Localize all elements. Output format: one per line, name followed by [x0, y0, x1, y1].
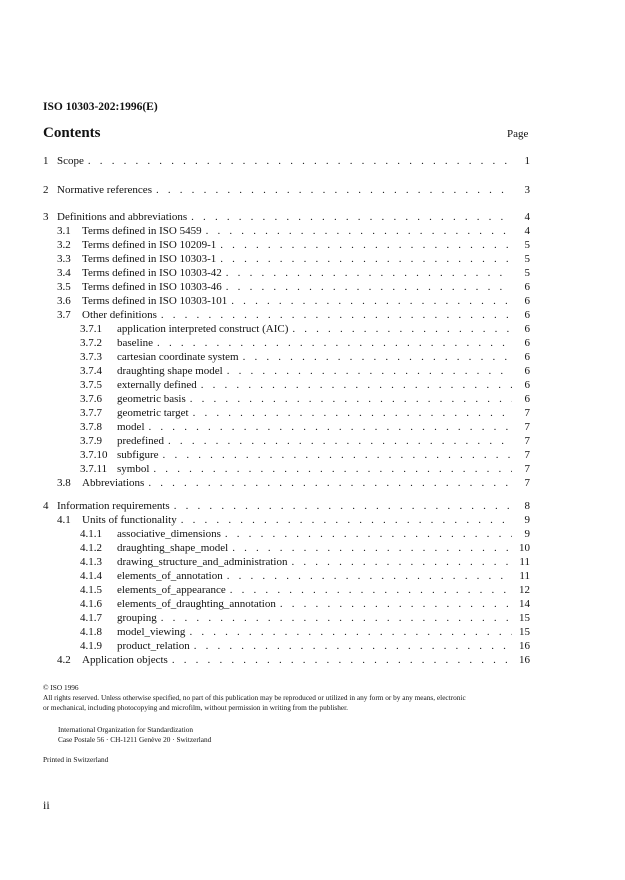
page-number: ii	[43, 798, 50, 812]
toc-entry-title: model_viewing	[117, 626, 186, 638]
toc-entry-number: 3.8	[57, 477, 71, 489]
toc-entry-number: 4.1.4	[80, 570, 102, 582]
toc-entry-number: 1	[43, 155, 49, 167]
toc-entry-page: 12	[519, 584, 530, 596]
toc-entry-title: Terms defined in ISO 10303-101	[82, 295, 228, 307]
toc-entry-title: drawing_structure_and_administration	[117, 556, 288, 568]
toc-entry-number: 3.1	[57, 225, 71, 237]
toc-entry-number: 3.7.3	[80, 351, 102, 363]
toc-entry-page: 7	[524, 407, 530, 419]
toc-entry[interactable]	[80, 407, 530, 420]
toc-entry-title: Terms defined in ISO 10303-42	[82, 267, 222, 279]
dot-leader	[201, 379, 512, 392]
dot-leader	[161, 309, 512, 322]
toc-entry-page: 7	[524, 435, 530, 447]
toc-entry-page: 1	[524, 155, 530, 167]
toc-entry-page: 9	[524, 514, 530, 526]
toc-entry[interactable]	[80, 421, 530, 434]
toc-entry[interactable]	[57, 477, 530, 490]
toc-entry[interactable]	[80, 640, 530, 653]
toc-entry[interactable]	[80, 351, 530, 364]
toc-entry-page: 14	[519, 598, 530, 610]
toc-entry-title: Application objects	[82, 654, 168, 666]
toc-entry[interactable]	[80, 542, 530, 555]
toc-entry-title: predefined	[117, 435, 165, 447]
printed-in: Printed in Switzerland	[43, 755, 109, 764]
dot-leader	[88, 155, 512, 168]
toc-entry[interactable]	[80, 598, 530, 611]
toc-entry-number: 3.7.7	[80, 407, 102, 419]
toc-entry-page: 15	[519, 612, 530, 624]
toc-entry[interactable]	[80, 435, 530, 448]
toc-entry-number: 3.3	[57, 253, 71, 265]
toc-entry[interactable]	[80, 570, 530, 583]
dot-leader	[243, 351, 512, 364]
toc-entry[interactable]	[43, 211, 530, 224]
org-name: International Organization for Standardization	[58, 725, 194, 734]
toc-entry[interactable]	[80, 379, 530, 392]
toc-entry-title: symbol	[117, 463, 150, 475]
toc-entry-number: 3.7.9	[80, 435, 102, 447]
toc-entry[interactable]	[57, 225, 530, 238]
dot-leader	[232, 542, 512, 555]
toc-entry-number: 4.1.8	[80, 626, 102, 638]
copyright-notice: © ISO 1996	[43, 683, 79, 692]
toc-entry-title: grouping	[117, 612, 157, 624]
toc-entry-title: draughting_shape_model	[117, 542, 229, 554]
toc-entry-title: baseline	[117, 337, 154, 349]
dot-leader	[291, 556, 512, 569]
dot-leader	[153, 463, 512, 476]
toc-entry-number: 2	[43, 184, 49, 196]
toc-entry-page: 6	[524, 323, 530, 335]
toc-entry-page: 6	[524, 393, 530, 405]
dot-leader	[225, 528, 512, 541]
toc-entry-page: 8	[524, 500, 530, 512]
dot-leader	[149, 421, 513, 434]
rights-line-2: or mechanical, including photocopying and microfilm, without permission in writing from the publisher.	[43, 703, 348, 712]
toc-entry-title: elements_of_draughting_annotation	[117, 598, 276, 610]
toc-entry[interactable]	[43, 500, 530, 513]
toc-entry-title: geometric basis	[117, 393, 186, 405]
toc-entry-page: 4	[524, 211, 530, 223]
toc-entry-page: 7	[524, 449, 530, 461]
toc-entry-page: 6	[524, 379, 530, 391]
toc-entry-title: Other definitions	[82, 309, 157, 321]
dot-leader	[172, 654, 512, 667]
dot-leader	[163, 449, 512, 462]
toc-entry-number: 3.7.1	[80, 323, 102, 335]
org-address: Case Postale 56 · CH-1211 Genève 20 · Switzerland	[58, 735, 212, 744]
toc-entry-number: 3.7.6	[80, 393, 102, 405]
toc-entry-page: 11	[519, 570, 530, 582]
rights-line-1: All rights reserved. Unless otherwise specified, no part of this publication may be reproduced or utilized in any form or by any means, electronic	[43, 693, 466, 702]
toc-entry-page: 5	[524, 253, 530, 265]
toc-entry-number: 4.1.1	[80, 528, 102, 540]
dot-leader	[191, 211, 512, 224]
dot-leader	[194, 640, 512, 653]
toc-entry[interactable]	[80, 528, 530, 541]
toc-entry-title: Definitions and abbreviations	[57, 211, 188, 223]
toc-entry[interactable]	[43, 155, 530, 168]
toc-entry-number: 4.1.3	[80, 556, 102, 568]
toc-entry-title: elements_of_annotation	[117, 570, 223, 582]
toc-entry[interactable]	[80, 612, 530, 625]
dot-leader	[161, 612, 512, 625]
toc-entry-page: 6	[524, 337, 530, 349]
toc-entry-title: externally defined	[117, 379, 197, 391]
dot-leader	[227, 570, 512, 583]
toc-entry[interactable]	[57, 309, 530, 322]
toc-entry-title: subfigure	[117, 449, 159, 461]
toc-entry-number: 4.1.9	[80, 640, 102, 652]
toc-entry-title: Terms defined in ISO 10209-1	[82, 239, 217, 251]
toc-entry-number: 3.7.4	[80, 365, 102, 377]
toc-entry[interactable]	[80, 365, 530, 378]
toc-entry-page: 7	[524, 477, 530, 489]
toc-entry[interactable]	[57, 295, 530, 308]
toc-entry-number: 3.2	[57, 239, 71, 251]
dot-leader	[231, 295, 512, 308]
toc-entry-number: 3	[43, 211, 49, 223]
toc-entry-page: 10	[519, 542, 530, 554]
toc-entry-page: 6	[524, 309, 530, 321]
toc-entry-page: 16	[519, 640, 530, 652]
toc-entry-page: 6	[524, 365, 530, 377]
toc-entry-page: 15	[519, 626, 530, 638]
rights-statement	[43, 693, 543, 713]
toc-entry-page: 11	[519, 556, 530, 568]
dot-leader	[206, 225, 512, 238]
toc-entry-title: Normative references	[57, 184, 152, 196]
toc-entry-page: 9	[524, 528, 530, 540]
toc-entry[interactable]	[57, 654, 530, 667]
toc-entry-number: 3.7.2	[80, 337, 102, 349]
toc-entry-title: Units of functionality	[82, 514, 177, 526]
dot-leader	[292, 323, 512, 336]
dot-leader	[226, 267, 512, 280]
toc-entry-title: Abbreviations	[82, 477, 145, 489]
toc-entry[interactable]	[80, 393, 530, 406]
toc-entry-title: Scope	[57, 155, 84, 167]
toc-entry-title: elements_of_appearance	[117, 584, 226, 596]
toc-entry-number: 3.6	[57, 295, 71, 307]
toc-entry-page: 16	[519, 654, 530, 666]
toc-entry[interactable]	[57, 514, 530, 527]
toc-entry[interactable]	[80, 323, 530, 336]
dot-leader	[181, 514, 512, 527]
toc-entry-page: 5	[524, 239, 530, 251]
toc-entry[interactable]	[80, 584, 530, 597]
toc-entry-title: product_relation	[117, 640, 190, 652]
dot-leader	[157, 337, 512, 350]
toc-entry-number: 3.7.8	[80, 421, 102, 433]
dot-leader	[220, 239, 512, 252]
toc-entry-number: 4.1	[57, 514, 71, 526]
toc-entry[interactable]	[80, 556, 530, 569]
page-column-label: Page	[507, 128, 529, 140]
dot-leader	[189, 626, 512, 639]
toc-entry[interactable]	[57, 239, 530, 252]
toc-entry[interactable]	[80, 337, 530, 350]
dot-leader	[190, 393, 512, 406]
toc-entry-title: model	[117, 421, 145, 433]
toc-entry[interactable]	[57, 281, 530, 294]
toc-entry-number: 4.1.7	[80, 612, 102, 624]
toc-entry-page: 5	[524, 267, 530, 279]
toc-entry-title: draughting shape model	[117, 365, 223, 377]
toc-entry-number: 4.1.2	[80, 542, 102, 554]
dot-leader	[174, 500, 512, 513]
toc-entry-number: 4	[43, 500, 49, 512]
toc-entry-title: Information requirements	[57, 500, 170, 512]
toc-entry-number: 4.1.6	[80, 598, 102, 610]
document-id: ISO 10303-202:1996(E)	[43, 101, 158, 113]
toc-entry[interactable]	[57, 253, 530, 266]
toc-entry-title: cartesian coordinate system	[117, 351, 239, 363]
dot-leader	[156, 184, 512, 197]
toc-entry-title: Terms defined in ISO 5459	[82, 225, 202, 237]
toc-entry-title: geometric target	[117, 407, 189, 419]
toc-entry[interactable]	[57, 267, 530, 280]
toc-entry-page: 6	[524, 281, 530, 293]
toc-entry-page: 3	[524, 184, 530, 196]
toc-entry-page: 7	[524, 463, 530, 475]
toc-entry-number: 3.7.10	[80, 449, 108, 461]
dot-leader	[280, 598, 512, 611]
dot-leader	[230, 584, 512, 597]
toc-entry-title: Terms defined in ISO 10303-46	[82, 281, 222, 293]
toc-entry-number: 4.1.5	[80, 584, 102, 596]
publisher-address	[58, 725, 211, 745]
toc-entry[interactable]	[80, 449, 530, 462]
toc-entry-number: 3.7.11	[80, 463, 108, 475]
dot-leader	[226, 281, 512, 294]
toc-entry[interactable]	[43, 184, 530, 197]
toc-entry-page: 7	[524, 421, 530, 433]
dot-leader	[227, 365, 512, 378]
dot-leader	[168, 435, 512, 448]
dot-leader	[193, 407, 512, 420]
dot-leader	[148, 477, 512, 490]
toc-entry-title: Terms defined in ISO 10303-1	[82, 253, 217, 265]
toc-entry-number: 3.7.5	[80, 379, 102, 391]
contents-title: Contents	[43, 125, 101, 141]
toc-entry-number: 4.2	[57, 654, 71, 666]
toc-entry-number: 3.7	[57, 309, 71, 321]
toc-entry[interactable]	[80, 463, 530, 476]
toc-entry-number: 3.4	[57, 267, 71, 279]
dot-leader	[220, 253, 512, 266]
toc-entry-number: 3.5	[57, 281, 71, 293]
toc-entry-page: 4	[524, 225, 530, 237]
toc-entry-title: associative_dimensions	[117, 528, 221, 540]
toc-entry[interactable]	[80, 626, 530, 639]
toc-entry-page: 6	[524, 295, 530, 307]
toc-entry-page: 6	[524, 351, 530, 363]
toc-entry-title: application interpreted construct (AIC)	[117, 323, 289, 335]
